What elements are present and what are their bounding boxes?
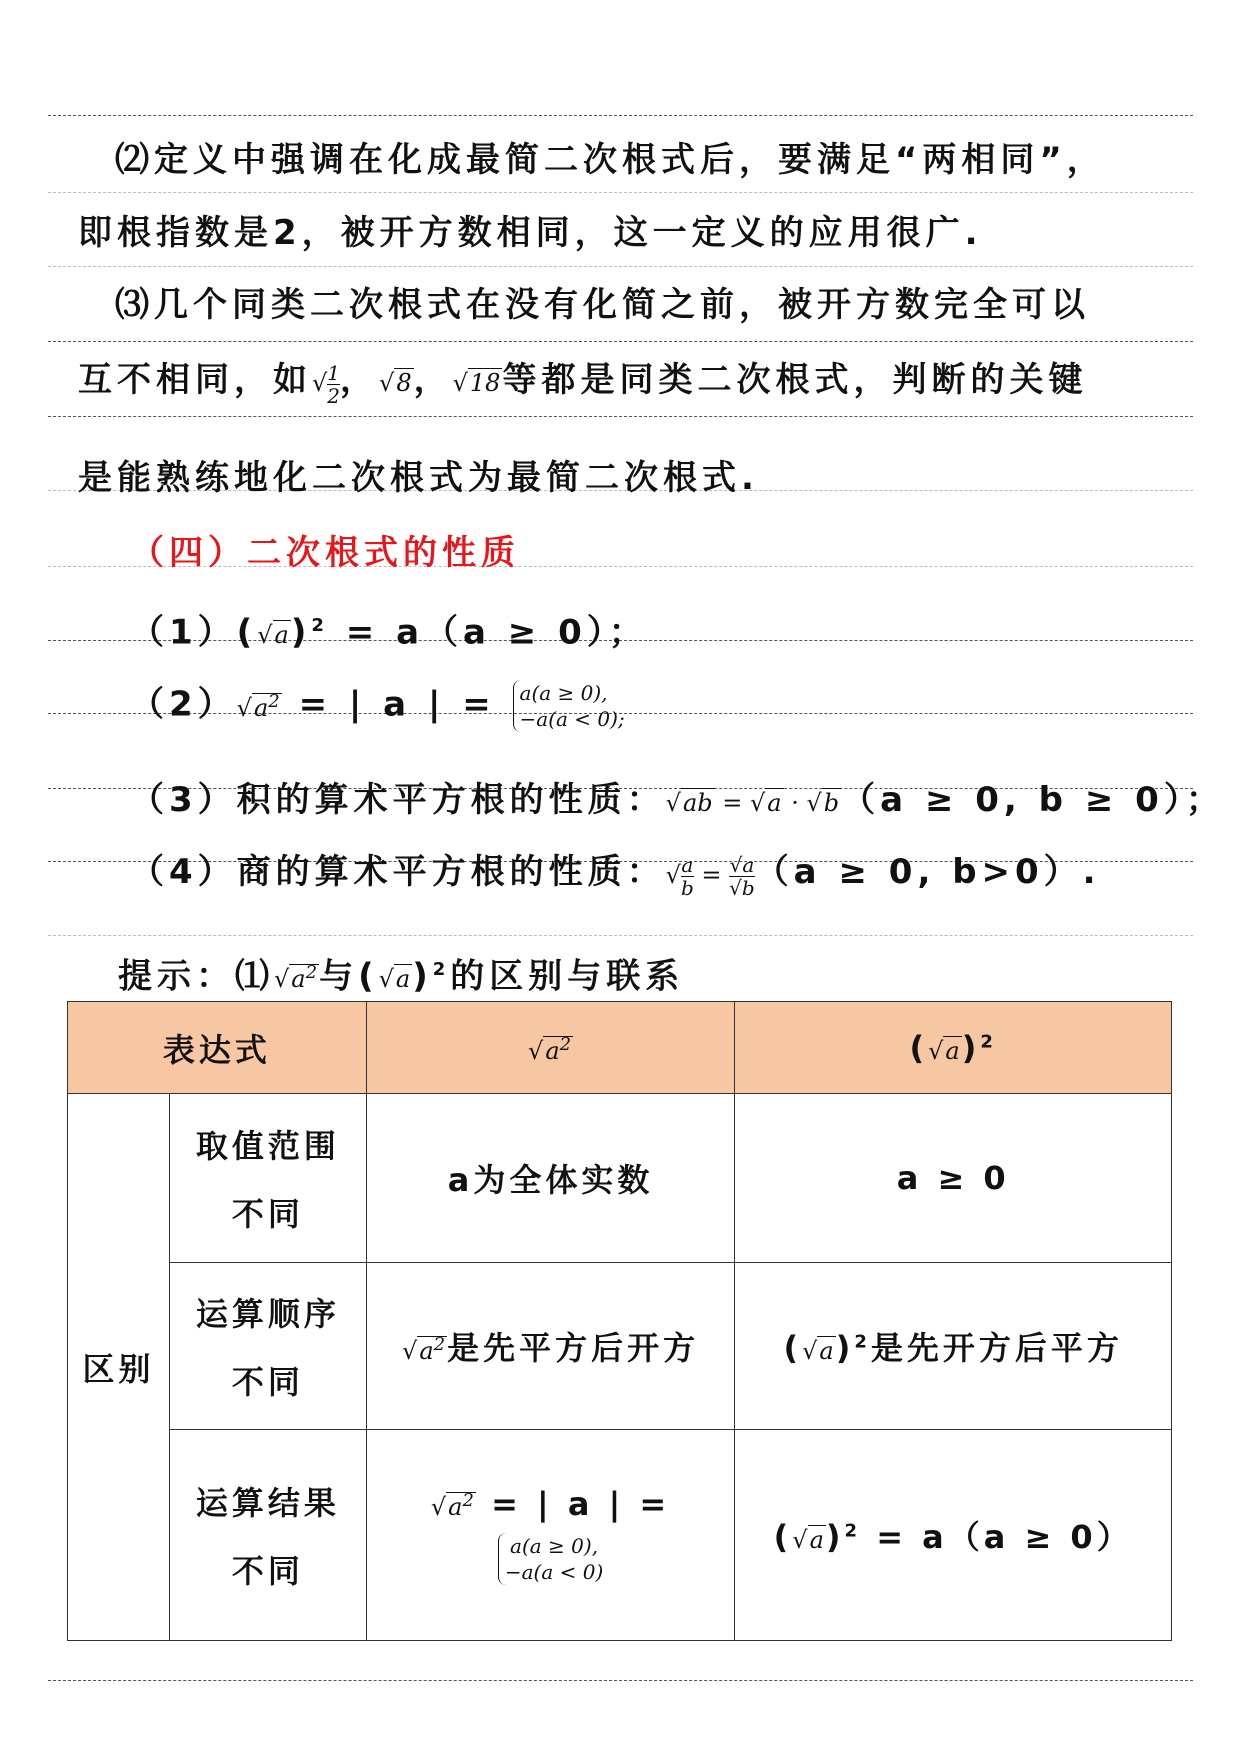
property-1: $(1)(√a)^2 = a(a \ge 0)$； [130,606,648,655]
rule-line [48,115,1193,116]
sqrt-ab-formula: √ab = √a · √b [665,789,840,817]
rule-line [48,266,1193,267]
text: 等都是同类二次根式，判断的关键 [502,360,1088,400]
table-row [68,1263,1172,1430]
case: −a(a < 0) [504,1560,604,1584]
radicand: 8 [396,369,412,397]
tip-line: 提示：$⑴√a^2$与$(√a)^2$的区别与联系 [118,956,685,997]
label: 不同 [231,1552,304,1590]
cell: a为全体实数 [366,1094,735,1263]
para3-line2 [78,360,1087,407]
group-label: 区别 [68,1094,170,1641]
label: 不同 [231,1195,304,1233]
label: 运算结果 [195,1484,340,1522]
label: 取值范围 [195,1127,340,1165]
text: = a（a ≥ 0）； [345,612,648,653]
rule-line [48,192,1193,193]
piecewise [513,680,625,732]
label: （4）商的算术平方根的性质： [130,852,666,892]
label: （2） [130,684,237,725]
label: 不同 [231,1363,304,1401]
cell: $(√a)^2 = a(a \ge 0)$ [735,1430,1172,1641]
text: 的区别与联系 [450,956,685,997]
case: a(a ≥ 0), [510,1534,599,1558]
frac-den: 2 [327,384,341,408]
text: = a（a ≥ 0） [876,1518,1133,1556]
table-row [68,1094,1172,1263]
rule-line [48,935,1193,936]
sqrt-8: √8 [379,369,412,397]
case: a(a ≥ 0), [519,681,608,705]
para2-line1: ⑵定义中强调在化成最简二次根式后，要满足“两相同”， [115,140,1106,180]
sqrt-half: √ $\frac{1}{2}$ [312,361,341,408]
row-label [169,1430,366,1641]
label: （3）积的算术平方根的性质： [130,780,666,820]
label: 运算顺序 [195,1295,340,1333]
frac-num: 1 [327,361,341,385]
header-expression: 表达式 [68,1002,367,1094]
table-header [68,1002,1172,1094]
header-sqrt-a2: $√a^2$ [366,1002,735,1094]
cell: $(√a)^2$是先开方后平方 [735,1263,1172,1430]
property-2 [130,680,625,732]
para2-line2: 即根指数是2，被开方数相同，这一定义的应用很广. [78,213,983,253]
sqrt-a: √a [257,621,289,650]
sqrt-quotient-formula: √ $\frac{a}{b}$ = $\frac{√a}{√b}$ [665,853,755,900]
text: 与 [319,956,359,997]
row-label [169,1263,366,1430]
case: −a(a < 0); [519,707,625,731]
para3-line3: 是能熟练地化二次根式为最简二次根式. [78,458,759,498]
sqrt-18: √18 [452,369,501,397]
text: 提示：⑴ [118,956,274,997]
property-3 [130,780,1225,823]
piecewise [498,1533,603,1585]
header-sqrt-a-squared: $(√a)^2$ [735,1002,1172,1094]
text: 互不相同，如 [78,360,312,400]
text: = | a | = [491,1485,671,1523]
property-4 [130,852,1101,899]
cell: a ≥ 0 [735,1094,1172,1263]
rule-line [48,1680,1193,1681]
table-row [68,1430,1172,1641]
section-heading: （四）二次根式的性质 [130,533,520,573]
sep: ， [340,360,380,400]
row-label [169,1094,366,1263]
text: 是先平方后开方 [447,1329,700,1367]
comparison-table [67,1001,1172,1641]
rule-line [48,416,1193,417]
sqrt-a-squared: $√a^2$ [236,690,280,722]
cell: $√a^2$ = | a | = a(a ≥ 0), −a(a < 0) [366,1430,735,1641]
cell: $√a^2$是先平方后开方 [366,1263,735,1430]
condition: （a ≥ 0, b>0）. [754,852,1101,892]
label: （1） [130,612,237,653]
para3-line1: ⑶几个同类二次根式在没有化简之前，被开方数完全可以 [115,285,1090,325]
rule-line [48,341,1193,342]
text: = | a | = [298,684,496,725]
radicand: 18 [469,369,501,397]
condition: （a ≥ 0, b ≥ 0）； [841,780,1225,820]
sep: ， [413,360,453,400]
text: 是先开方后平方 [870,1329,1123,1367]
